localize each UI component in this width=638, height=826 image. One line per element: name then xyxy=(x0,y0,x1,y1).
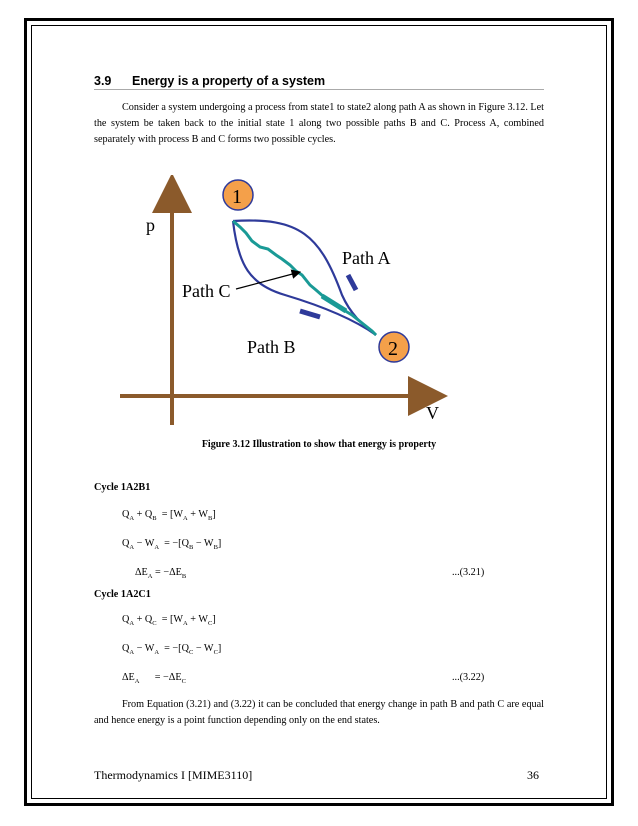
cycle2-equation-2: $Q_A - W_A = -[Q_C - W_C]$ xyxy=(122,643,222,656)
state-2-label: 2 xyxy=(388,338,398,360)
path-b-arrow xyxy=(300,311,320,317)
pv-diagram xyxy=(110,175,450,435)
section-heading xyxy=(94,74,544,90)
conclusion-paragraph: From Equation (3.21) and (3.22) it can be concluded that energy change in path B and path C are equal and hence energy is a point function depending only on the end states. xyxy=(94,699,544,726)
cycle1-equation-3: $\Delta E_A = -\Delta E_B$ xyxy=(135,567,187,580)
footer-page-number: 36 xyxy=(527,768,539,782)
figure-caption: Figure 3.12 Illustration to show that energy is property xyxy=(201,439,437,450)
path-c-label: Path C xyxy=(182,281,231,301)
equation-number-322: ...(3.22) xyxy=(452,672,485,683)
y-axis-label: p xyxy=(146,215,155,235)
footer-course: Thermodynamics I [MIME3110] xyxy=(94,768,253,782)
x-axis-label: V xyxy=(426,403,439,423)
cycle2-equation-1: $Q_A + Q_C = [W_A + W_C]$ xyxy=(122,614,216,627)
section-title: Energy is a property of a system xyxy=(132,74,326,88)
cycle1-equation-2: $Q_A - W_A = -[Q_B - W_B]$ xyxy=(122,538,222,551)
state-1-label: 1 xyxy=(232,186,242,208)
cycle2-heading: Cycle 1A2C1 xyxy=(94,589,151,600)
path-a-arrow xyxy=(348,275,356,290)
path-a-label: Path A xyxy=(342,248,391,268)
path-b-label: Path B xyxy=(247,337,296,357)
path-c-pointer xyxy=(236,272,300,289)
equation-number-321: ...(3.21) xyxy=(452,567,485,578)
cycle1-heading: Cycle 1A2B1 xyxy=(94,482,151,493)
section-number: 3.9 xyxy=(94,74,112,88)
cycle2-equation-3: $\Delta E_A$ = $-\Delta E_C$ xyxy=(122,672,186,685)
cycle1-equation-1: $Q_A + Q_B = [W_A + W_B]$ xyxy=(122,509,216,522)
intro-paragraph: Consider a system undergoing a process from state1 to state2 along path A as shown in Figure 3.12. Let the system be taken back to the initial state 1 along two possible paths B and C. Process A, combined separately with process B and C forms two possible cycles. xyxy=(94,102,544,145)
